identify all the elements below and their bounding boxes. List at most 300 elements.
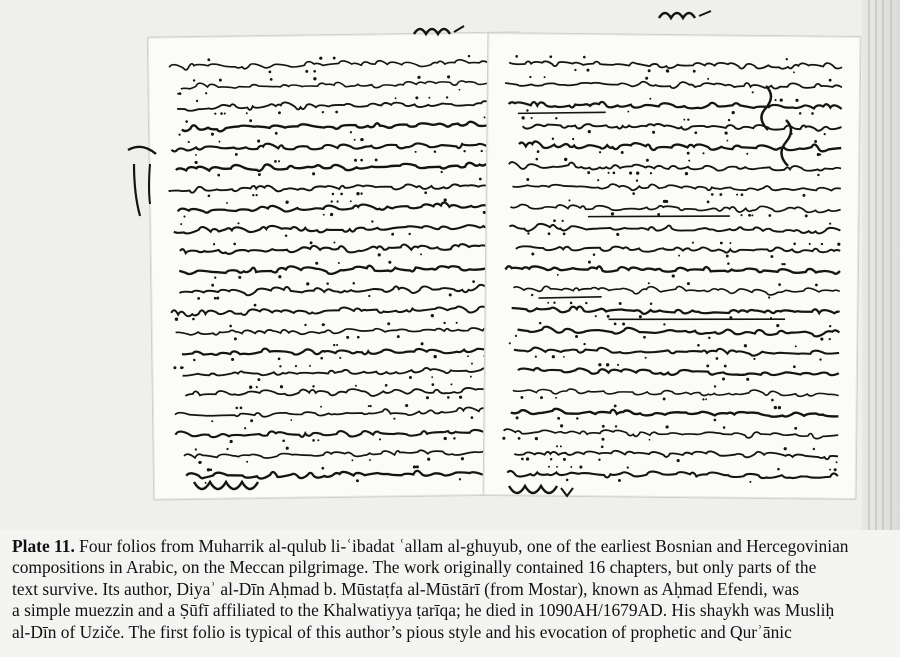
diacritic-dot <box>322 111 324 113</box>
diacritic-dot <box>720 242 723 245</box>
diacritic-dot <box>193 359 196 362</box>
diacritic-dot <box>463 150 465 152</box>
diacritic-dot <box>185 120 188 123</box>
diacritic-dot <box>431 383 434 386</box>
diacritic-dot <box>447 75 450 78</box>
diacritic-dot <box>183 216 185 218</box>
diacritic-dot <box>416 465 419 468</box>
diacritic-dot <box>583 343 585 345</box>
diacritic-dot <box>336 344 338 346</box>
diacritic-dot <box>518 437 521 440</box>
diacritic-dot <box>809 243 811 245</box>
script-line <box>177 99 501 111</box>
diacritic-dot <box>557 417 560 420</box>
diacritic-dot <box>356 192 359 195</box>
diacritic-dot <box>813 448 815 450</box>
diacritic-dot <box>616 233 619 236</box>
diacritic-dot <box>338 262 340 264</box>
plate-caption <box>12 536 888 643</box>
script-line <box>510 204 840 213</box>
script-line <box>169 59 500 70</box>
diacritic-dot <box>753 358 755 360</box>
diacritic-dot <box>322 323 325 326</box>
diacritic-dot <box>531 253 534 256</box>
diacritic-dot <box>724 365 727 368</box>
diacritic-dot <box>443 322 445 324</box>
diacritic-dot <box>354 139 356 141</box>
diacritic-dot <box>295 365 297 367</box>
diacritic-dot <box>375 158 378 161</box>
diacritic-dot <box>643 336 646 339</box>
diacritic-dot <box>211 284 214 287</box>
folio-right <box>483 32 862 500</box>
diacritic-dot <box>539 322 542 325</box>
diacritic-dot <box>446 96 448 98</box>
diacritic-dot <box>459 89 461 91</box>
script-line <box>185 387 504 399</box>
diacritic-dot <box>333 241 335 243</box>
diacritic-dot <box>687 118 689 120</box>
diacritic-dot <box>282 439 285 442</box>
diacritic-dot <box>575 335 578 338</box>
diacritic-dot <box>817 174 819 176</box>
ornament-top-left-icon <box>410 20 470 42</box>
diacritic-dot <box>369 459 371 461</box>
diacritic-dot <box>305 70 308 73</box>
diacritic-dot <box>531 294 534 297</box>
diacritic-dot <box>275 132 278 135</box>
bleed-stroke <box>890 0 892 530</box>
diacritic-dot <box>614 323 617 326</box>
diacritic-dot <box>708 337 711 340</box>
diacritic-dot <box>802 194 805 197</box>
diacritic-dot <box>387 322 390 325</box>
diacritic-dot <box>424 191 427 194</box>
diacritic-dot <box>175 318 178 321</box>
diacritic-dot <box>521 458 524 461</box>
arabic-script-lines <box>484 33 861 499</box>
diacritic-dot <box>576 417 579 420</box>
diacritic-dot <box>627 111 629 113</box>
script-line <box>505 265 840 274</box>
script-line <box>509 60 842 70</box>
diacritic-dot <box>371 220 373 222</box>
diacritic-dot <box>693 70 696 73</box>
diacritic-dot <box>233 243 236 246</box>
diacritic-dot <box>195 154 197 156</box>
diacritic-dot <box>597 179 599 181</box>
diacritic-dot <box>719 193 722 196</box>
diacritic-dot <box>235 407 238 410</box>
diacritic-dot <box>746 153 748 155</box>
caption-line: compositions in Arabic, on the Meccan pilgrimage. The work originally contained 16 chapters, but only parts of the <box>12 557 817 578</box>
diacritic-dot <box>278 357 281 360</box>
diacritic-dot <box>509 342 511 344</box>
script-line <box>183 367 505 377</box>
diacritic-dot <box>732 111 735 114</box>
diacritic-dot <box>645 77 648 80</box>
diacritic-dot <box>278 275 281 278</box>
diacritic-dot <box>562 220 564 222</box>
diacritic-dot <box>751 214 753 216</box>
diacritic-dot <box>563 458 566 461</box>
diacritic-dot <box>726 255 729 258</box>
diacritic-dot <box>736 194 738 196</box>
diacritic-dot <box>687 282 690 285</box>
diacritic-dot <box>611 212 614 215</box>
ornament-bottom-left-icon <box>190 474 270 500</box>
diacritic-dot <box>778 283 781 286</box>
diacritic-dot <box>574 69 576 71</box>
diacritic-dot <box>583 56 586 59</box>
diacritic-dot <box>409 376 412 379</box>
bleed-stroke <box>875 0 877 530</box>
diacritic-dot <box>360 159 363 162</box>
diacritic-dot <box>728 119 730 121</box>
diacritic-dot <box>836 461 838 463</box>
caption-line: text survive. Its author, Diyaʾ al-Dīn Aḥmad b. Mūstaṭfa al-Mūstārī (from Mostar), known as Aḥmad Efendi, was <box>12 578 800 599</box>
diacritic-dot <box>235 153 238 156</box>
diacritic-dot <box>323 214 325 216</box>
diacritic-dot <box>588 261 591 264</box>
script-line <box>184 449 506 459</box>
script-line <box>514 347 839 357</box>
diacritic-dot <box>711 193 714 196</box>
diacritic-dot <box>434 150 437 153</box>
diacritic-dot <box>648 282 650 284</box>
diacritic-dot <box>621 151 624 154</box>
diacritic-dot <box>527 232 529 234</box>
diacritic-dot <box>726 140 728 142</box>
script-line <box>180 243 503 255</box>
diacritic-dot <box>456 322 458 324</box>
diacritic-dot <box>649 439 651 441</box>
diacritic-dot <box>529 76 531 78</box>
diacritic-dot <box>677 459 680 462</box>
diacritic-dot <box>450 383 452 385</box>
diacritic-dot <box>572 138 574 140</box>
diacritic-dot <box>313 70 316 73</box>
diacritic-dot <box>563 356 565 358</box>
diacritic-dot <box>555 397 557 399</box>
diacritic-dot <box>544 76 546 78</box>
diacritic-dot <box>777 468 780 471</box>
diacritic-dot <box>388 261 391 264</box>
diacritic-dot <box>771 399 774 402</box>
diacritic-dot <box>650 172 652 174</box>
diacritic-dot <box>468 55 471 58</box>
diacritic-dot <box>192 318 195 321</box>
diacritic-dot <box>794 427 797 430</box>
diacritic-dot <box>330 213 333 216</box>
diacritic-dot <box>697 344 700 347</box>
diacritic-dot <box>820 337 823 340</box>
diacritic-dot <box>627 466 629 468</box>
diacritic-dot <box>520 396 523 399</box>
diacritic-dot <box>196 100 198 102</box>
diacritic-dot <box>257 139 260 142</box>
arabic-script-lines <box>148 32 524 499</box>
diacritic-dot <box>692 242 694 244</box>
diacritic-dot <box>426 396 429 399</box>
diacritic-dot <box>178 134 180 136</box>
diacritic-dot <box>252 194 254 196</box>
diacritic-dot <box>234 337 237 340</box>
diacritic-dot <box>333 344 335 346</box>
diacritic-dot <box>481 150 483 152</box>
script-line <box>171 305 503 316</box>
diacritic-dot <box>173 366 176 369</box>
bleed-stroke <box>868 0 870 530</box>
diacritic-dot <box>784 447 787 450</box>
diacritic-dot <box>467 355 469 357</box>
diacritic-dot <box>599 151 601 153</box>
diacritic-dot <box>449 293 452 296</box>
diacritic-dot <box>550 458 552 460</box>
diacritic-dot <box>714 419 717 422</box>
bleed-stroke <box>882 0 884 530</box>
diacritic-dot <box>417 76 420 79</box>
diacritic-dot <box>336 200 338 202</box>
diacritic-dot <box>280 385 283 388</box>
diacritic-dot <box>657 213 660 216</box>
diacritic-dot <box>694 131 697 134</box>
diacritic-dot <box>360 192 362 194</box>
script-line <box>514 449 838 459</box>
diacritic-dot <box>786 58 788 60</box>
diacritic-dot <box>548 466 550 468</box>
script-line <box>518 368 839 377</box>
diacritic-dot <box>601 445 604 448</box>
diacritic-dot <box>319 57 322 60</box>
diacritic-dot <box>685 172 688 175</box>
diacritic-dot <box>557 274 559 276</box>
diacritic-dot <box>560 424 563 427</box>
diacritic-dot <box>672 274 675 277</box>
diacritic-dot <box>312 439 315 442</box>
diacritic-dot <box>459 396 462 399</box>
script-line <box>179 263 503 276</box>
diacritic-dot <box>598 363 601 366</box>
diacritic-dot <box>226 202 228 204</box>
diacritic-dot <box>257 378 260 381</box>
diacritic-dot <box>705 398 707 400</box>
diacritic-dot <box>741 193 744 196</box>
diacritic-dot <box>357 336 360 339</box>
diacritic-dot <box>415 151 417 153</box>
diacritic-dot <box>783 263 785 265</box>
diacritic-dot <box>560 445 562 447</box>
diacritic-dot <box>444 437 447 440</box>
script-line <box>182 345 504 357</box>
diacritic-dot <box>652 131 655 134</box>
diacritic-dot <box>214 113 216 115</box>
script-line <box>511 408 839 417</box>
diacritic-dot <box>268 71 271 74</box>
diacritic-dot <box>231 358 234 361</box>
diacritic-dot <box>829 325 831 327</box>
diacritic-dot <box>290 419 292 421</box>
diacritic-dot <box>218 141 220 143</box>
diacritic-dot <box>707 78 709 80</box>
diacritic-dot <box>716 357 719 360</box>
diacritic-dot <box>622 323 625 326</box>
diacritic-dot <box>254 304 257 307</box>
script-line <box>174 223 503 235</box>
diacritic-dot <box>188 141 190 143</box>
diacritic-dot <box>472 280 475 283</box>
diacritic-dot <box>617 364 619 366</box>
margin-ornament-right-icon <box>752 80 802 190</box>
diacritic-dot <box>331 200 333 202</box>
diacritic-dot <box>688 160 690 162</box>
diacritic-dot <box>702 152 704 154</box>
diacritic-dot <box>385 384 388 387</box>
diacritic-dot <box>211 133 214 136</box>
rubric-underline <box>609 317 786 321</box>
diacritic-dot <box>205 92 207 94</box>
diacritic-dot <box>433 355 436 358</box>
script-line <box>181 79 501 90</box>
diacritic-dot <box>317 439 319 441</box>
caption-line: al-Dīn of Uziče. The first folio is typical of this author’s pious style and his evocation of prophetic and Qurʾānic <box>12 621 792 642</box>
diacritic-dot <box>354 159 357 162</box>
diacritic-dot <box>586 69 589 72</box>
diacritic-dot <box>195 448 197 450</box>
diacritic-dot <box>193 79 195 81</box>
diacritic-dot <box>536 158 539 161</box>
diacritic-dot <box>593 253 596 256</box>
diacritic-dot <box>195 161 198 164</box>
diacritic-dot <box>639 315 642 318</box>
diacritic-dot <box>351 459 353 461</box>
diacritic-dot <box>197 297 200 300</box>
diacritic-dot <box>428 97 430 99</box>
diacritic-dot <box>568 199 570 201</box>
diacritic-dot <box>427 458 430 461</box>
diacritic-dot <box>819 358 821 360</box>
diacritic-dot <box>214 277 216 279</box>
diacritic-dot <box>724 131 727 134</box>
diacritic-dot <box>350 200 352 202</box>
diacritic-dot <box>556 466 558 468</box>
diacritic-dot <box>601 438 604 441</box>
diacritic-dot <box>515 335 517 337</box>
diacritic-dot <box>515 55 518 58</box>
diacritic-dot <box>246 461 248 463</box>
diacritic-dot <box>415 96 418 99</box>
diacritic-dot <box>598 459 600 461</box>
diacritic-dot <box>570 466 572 468</box>
diacritic-dot <box>540 396 543 399</box>
diacritic-dot <box>249 385 252 388</box>
diacritic-dot <box>320 357 323 360</box>
diacritic-dot <box>479 178 482 181</box>
diacritic-dot <box>636 171 639 174</box>
diacritic-dot <box>526 457 529 460</box>
diacritic-dot <box>285 200 288 203</box>
diacritic-dot <box>255 194 257 196</box>
diacritic-dot <box>180 223 182 225</box>
script-line <box>171 140 501 153</box>
diacritic-dot <box>570 302 573 305</box>
diacritic-dot <box>614 404 617 407</box>
diacritic-dot <box>238 276 241 279</box>
diacritic-dot <box>768 214 771 217</box>
diacritic-dot <box>793 71 795 73</box>
ornament-bottom-right-icon <box>505 478 585 504</box>
script-line <box>509 224 840 235</box>
diacritic-dot <box>393 418 395 420</box>
diacritic-dot <box>615 425 617 427</box>
diacritic-dot <box>229 325 232 328</box>
diacritic-dot <box>563 232 566 235</box>
diacritic-dot <box>829 79 832 82</box>
diacritic-dot <box>244 427 246 429</box>
diacritic-dot <box>749 481 751 483</box>
diacritic-dot <box>379 438 381 440</box>
script-line <box>176 161 502 172</box>
diacritic-dot <box>444 198 447 201</box>
diacritic-dot <box>471 416 474 419</box>
diacritic-dot <box>421 342 424 345</box>
diacritic-dot <box>531 117 533 119</box>
script-line <box>504 429 839 439</box>
diacritic-dot <box>220 112 223 115</box>
diacritic-dot <box>548 232 551 235</box>
diacritic-dot <box>706 364 709 367</box>
diacritic-dot <box>613 172 616 175</box>
diacritic-dot <box>547 302 549 304</box>
diacritic-dot <box>315 262 318 265</box>
diacritic-dot <box>249 119 252 122</box>
diacritic-dot <box>408 233 410 235</box>
ornament-top-right-icon <box>655 4 717 26</box>
diacritic-dot <box>484 116 486 118</box>
diacritic-dot <box>683 119 685 121</box>
diacritic-dot <box>687 152 690 155</box>
diacritic-dot <box>776 324 779 327</box>
diacritic-dot <box>829 469 831 471</box>
diacritic-dot <box>632 192 635 195</box>
diacritic-dot <box>441 171 443 173</box>
diacritic-dot <box>649 98 651 100</box>
diacritic-dot <box>678 255 680 257</box>
diacritic-dot <box>723 426 726 429</box>
diacritic-dot <box>663 323 665 325</box>
diacritic-dot <box>821 243 823 245</box>
diacritic-dot <box>279 365 281 367</box>
diacritic-dot <box>368 405 370 407</box>
diacritic-dot <box>636 179 638 181</box>
diacritic-dot <box>587 171 590 174</box>
diacritic-dot <box>320 406 322 408</box>
diacritic-dot <box>413 465 416 468</box>
diacritic-dot <box>352 282 355 285</box>
diacritic-dot <box>666 69 669 72</box>
diacritic-dot <box>837 243 840 246</box>
diacritic-dot <box>459 478 461 480</box>
script-line <box>175 407 505 418</box>
diacritic-dot <box>274 160 277 163</box>
diacritic-dot <box>552 138 554 140</box>
diacritic-dot <box>207 468 210 471</box>
diacritic-dot <box>663 397 666 400</box>
diacritic-dot <box>471 363 473 365</box>
script-line <box>168 182 501 193</box>
diacritic-dot <box>256 386 258 388</box>
diacritic-dot <box>453 437 456 440</box>
